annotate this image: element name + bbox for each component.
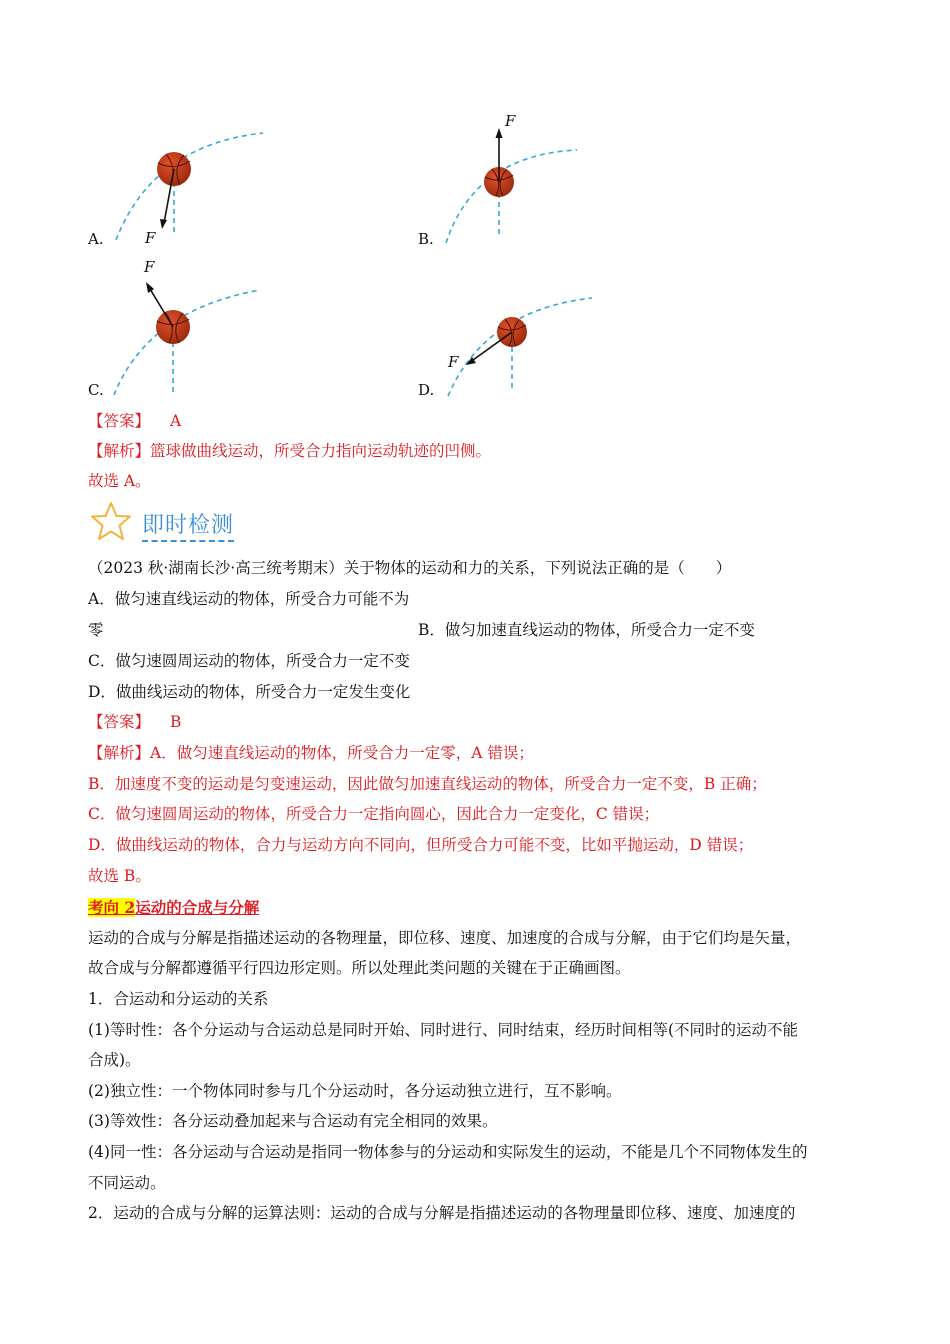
option-a-figure <box>108 125 273 250</box>
analysis-text: 篮球做曲线运动，所受合力指向运动轨迹的凹侧。 <box>150 442 492 460</box>
section-paragraph-1: 运动的合成与分解是指描述运动的各物理量，即位移、速度、加速度的合成与分解，由于它们均是矢量， <box>88 929 802 947</box>
item-4-cont: 不同运动。 <box>88 1174 166 1192</box>
option-d-figure <box>440 290 600 400</box>
analysis-text: A．做匀速直线运动的物体，所受合力一定零，A 错误； <box>150 744 534 762</box>
option-a-label: A. <box>88 230 104 248</box>
badge-underline <box>142 540 234 542</box>
section-badge-title: 即时检测 <box>142 513 235 538</box>
answer-value: B <box>170 713 182 731</box>
analysis-tag: 【解析】 <box>88 744 151 762</box>
section-heading <box>88 896 259 918</box>
section-title: 运动的合成与分解 <box>135 898 260 917</box>
q2-analysis-3: C．做匀速圆周运动的物体，所受合力一定指向圆心，因此合力一定变化，C 错误； <box>88 805 660 823</box>
option-c-figure <box>108 255 268 400</box>
q1-conclusion: 故选 A。 <box>88 472 151 490</box>
q2-conclusion: 故选 B。 <box>88 867 151 885</box>
option-b-figure <box>440 110 585 245</box>
item-2: (2)独立性：一个物体同时参与几个分运动时，各分运动独立进行，互不影响。 <box>88 1082 622 1100</box>
option-c-label: C. <box>88 381 104 399</box>
subheading-1: 1．合运动和分运动的关系 <box>88 990 269 1008</box>
item-1: (1)等时性：各个分运动与合运动总是同时开始、同时进行、同时结束，经历时间相等(不同时的运动不能 <box>88 1021 799 1039</box>
answer-tag: 【答案】 <box>88 713 151 731</box>
analysis-tag: 【解析】 <box>88 442 151 460</box>
option-b-label: B. <box>418 230 434 248</box>
svg-text:F: F <box>505 112 516 130</box>
section-tag: 考向 2 <box>88 898 136 917</box>
q1-analysis <box>88 440 491 462</box>
svg-text:F: F <box>145 229 156 247</box>
item-1-cont: 合成)。 <box>88 1051 141 1069</box>
subheading-2: 2．运动的合成与分解的运算法则：运动的合成与分解是指描述运动的各物理量即位移、速度、加速度的 <box>88 1204 796 1222</box>
svg-text:F: F <box>144 258 155 276</box>
section-paragraph-1-cont: 故合成与分解都遵循平行四边形定则。所以处理此类问题的关键在于正确画图。 <box>88 959 631 977</box>
q2-option-c: C．做匀速圆周运动的物体，所受合力一定不变 <box>88 652 410 670</box>
answer-value: A <box>170 412 182 430</box>
svg-text:F: F <box>448 353 459 371</box>
q2-option-a: A．做匀速直线运动的物体，所受合力可能不为 <box>88 590 410 608</box>
q2-option-d: D．做曲线运动的物体，所受合力一定发生变化 <box>88 683 411 701</box>
q2-option-a-cont: 零 <box>88 621 104 639</box>
answer-tag: 【答案】 <box>88 412 151 430</box>
q2-answer <box>88 711 181 733</box>
q2-analysis-4: D．做曲线运动的物体，合力与运动方向不同向，但所受合力可能不变，比如平抛运动，D 错误； <box>88 836 754 854</box>
option-d-label: D. <box>418 381 435 399</box>
q2-stem: （2023 秋·湖南长沙·高三统考期末）关于物体的运动和力的关系，下列说法正确的是（ ） <box>88 559 732 577</box>
item-4: (4)同一性：各分运动与合运动是指同一物体参与的分运动和实际发生的运动，不能是几个不同物体发生的 <box>88 1143 808 1161</box>
q2-analysis-1 <box>88 742 534 764</box>
q2-option-b: B．做匀加速直线运动的物体，所受合力一定不变 <box>418 621 755 639</box>
star-icon <box>88 500 134 544</box>
q2-analysis-2: B．加速度不变的运动是匀变速运动，因此做匀加速直线运动的物体，所受合力一定不变，B 正确； <box>88 775 767 793</box>
q1-answer <box>88 410 181 432</box>
item-3: (3)等效性：各分运动叠加起来与合运动有完全相同的效果。 <box>88 1112 498 1130</box>
